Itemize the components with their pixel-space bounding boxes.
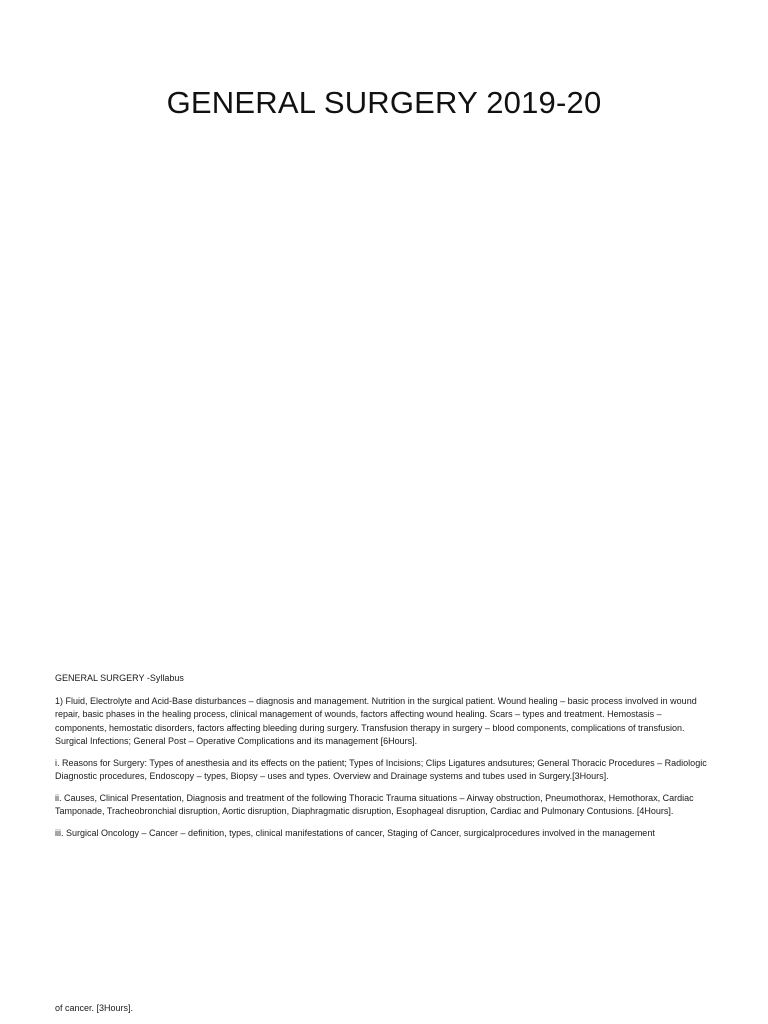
syllabus-paragraph: i. Reasons for Surgery: Types of anesthesia and its effects on the patient; Types of Incisions; Clips Ligatures andsutures; General Thoracic Procedures – Radiologic Diagnostic procedures, Endoscopy – types, Biopsy – uses and types. Overview and Drainage systems and tubes used in Surgery.[3Hours]. — [55, 757, 707, 781]
continuation-text: of cancer. [3Hours]. — [55, 1003, 134, 1013]
syllabus-paragraph: 1) Fluid, Electrolyte and Acid-Base disturbances – diagnosis and management. Nutrition in the surgical patient. Wound healing – basic process involved in wound repair, basic phases in the healing process, clinical management of wounds, factors affecting wound healing. Scars – types and treatment. Hemostasis – components, hemostatic disorders, factors affecting bleeding during surgery. Transfusion therapy in surgery – blood components, complications of transfusion. Surgical Infections; General Post – Operative Complications and its management [6Hours]. — [55, 695, 697, 746]
document-title: GENERAL SURGERY 2019-20 — [166, 85, 602, 120]
syllabus-section — [55, 672, 715, 848]
syllabus-paragraph: iii. Surgical Oncology – Cancer – definition, types, clinical manifestations of cancer, Staging of Cancer, surgicalprocedures involved in the management — [55, 827, 655, 838]
syllabus-paragraph: ii. Causes, Clinical Presentation, Diagnosis and treatment of the following Thoracic Trauma situations – Airway obstruction, Pneumothorax, Hemothorax, Cardiac Tamponade, Tracheobronchial disruption, Aortic disruption, Diaphragmatic disruption, Esophageal disruption, Cardiac and Pulmonary Contusions. [4Hours]. — [55, 792, 694, 816]
syllabus-heading: GENERAL SURGERY -Syllabus — [55, 673, 184, 683]
